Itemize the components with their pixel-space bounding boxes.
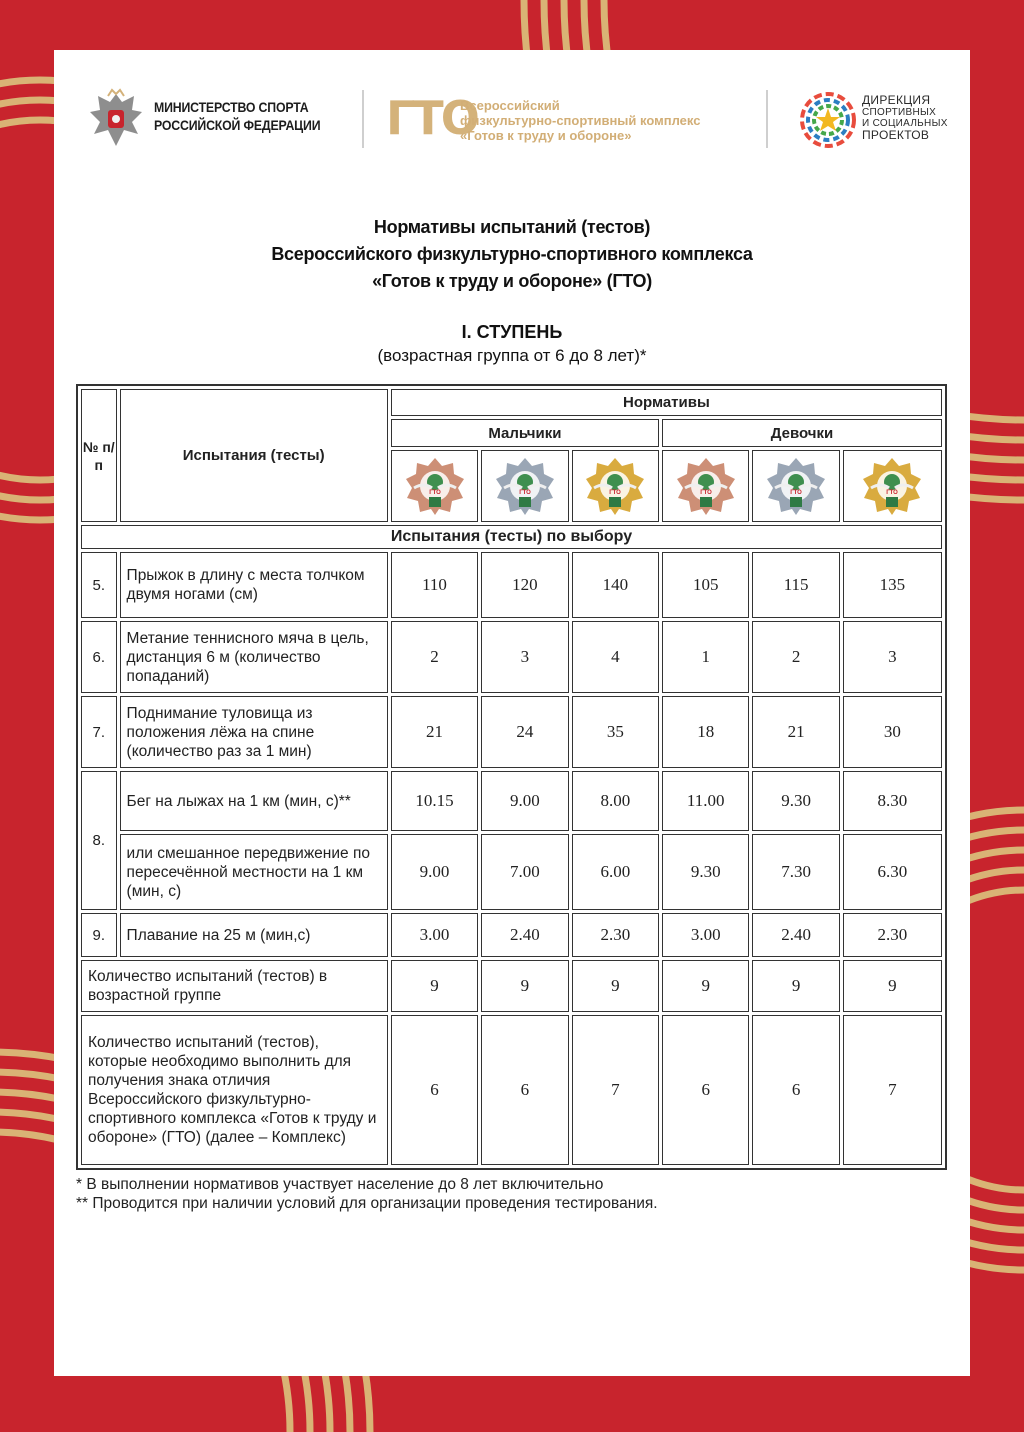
footnotes [76, 1175, 946, 1213]
ministry-line-2: РОССИЙСКОЙ ФЕДЕРАЦИИ [154, 117, 321, 133]
norm-value: 30 [843, 696, 942, 768]
medal-cell [662, 450, 749, 522]
summary-row [81, 960, 942, 1012]
medal-label: ГТО [790, 490, 802, 496]
norm-value: 21 [391, 696, 478, 768]
header-number: № п/п [81, 389, 117, 522]
gto-badge-icon [765, 455, 827, 517]
norm-value: 110 [391, 552, 478, 618]
norm-value: 24 [481, 696, 568, 768]
summary-value: 7 [843, 1015, 942, 1165]
medal-label: ГТО [428, 490, 441, 496]
header-girls: Девочки [662, 419, 942, 447]
table-row [81, 621, 942, 693]
norm-value: 7.00 [481, 834, 568, 910]
row-number: 5. [81, 552, 117, 618]
medal-label: ГТО [699, 490, 712, 496]
title-line-2: Всероссийского физкультурно-спортивного комплекса [271, 244, 753, 264]
norm-value: 2.40 [752, 913, 839, 957]
summary-value: 6 [391, 1015, 478, 1165]
summary-row [81, 1015, 942, 1165]
gto-logo-mark: ГТО [386, 91, 477, 145]
norm-value: 6.30 [843, 834, 942, 910]
document-title [54, 214, 970, 295]
gto-badge-icon [675, 455, 737, 517]
norms-table [76, 384, 947, 1170]
summary-label: Количество испытаний (тестов), которые необходимо выполнить для получения знака отличия Всероссийского физкультурно-спортивного комплекса «Готов к труду и обороне» (ГТО) (далее – Комплекс) [81, 1015, 388, 1165]
gto-logo-text [460, 98, 760, 143]
row-number: 7. [81, 696, 117, 768]
row-number: 8. [81, 771, 117, 910]
summary-value: 6 [662, 1015, 749, 1165]
direction-line-1: ДИРЕКЦИЯ [862, 93, 931, 107]
coat-of-arms-icon [88, 88, 144, 152]
norm-value: 3 [843, 621, 942, 693]
medal-cell [752, 450, 839, 522]
gto-badge-icon [494, 455, 556, 517]
test-name: Поднимание туловища из положения лёжа на спине (количество раз за 1 мин) [120, 696, 388, 768]
summary-label: Количество испытаний (тестов) в возрастной группе [81, 960, 388, 1012]
header-logos [54, 50, 970, 200]
table-row [81, 696, 942, 768]
table-row [81, 913, 942, 957]
norm-value: 6.00 [572, 834, 659, 910]
header-tests: Испытания (тесты) [120, 389, 388, 522]
section-title: Испытания (тесты) по выбору [81, 525, 942, 549]
test-name: Плавание на 25 м (мин,с) [120, 913, 388, 957]
footnote-1: * В выполнении нормативов участвует население до 8 лет включительно [76, 1176, 604, 1193]
norm-value: 35 [572, 696, 659, 768]
title-line-3: «Готов к труду и обороне» (ГТО) [372, 271, 652, 291]
norm-value: 3 [481, 621, 568, 693]
test-name: Прыжок в длину с места толчком двумя ногами (см) [120, 552, 388, 618]
medal-cell [843, 450, 942, 522]
medal-cell [481, 450, 568, 522]
summary-value: 9 [662, 960, 749, 1012]
footnote-2: ** Проводится при наличии условий для организации проведения тестирования. [76, 1195, 658, 1212]
norm-value: 4 [572, 621, 659, 693]
norm-value: 8.30 [843, 771, 942, 831]
gto-badge-icon [861, 455, 923, 517]
document-sheet [54, 50, 970, 1376]
direction-logo-text [862, 94, 952, 142]
norm-value: 120 [481, 552, 568, 618]
summary-value: 6 [481, 1015, 568, 1165]
medal-cell [572, 450, 659, 522]
test-name: Метание теннисного мяча в цель, дистанция 6 м (количество попаданий) [120, 621, 388, 693]
norm-value: 8.00 [572, 771, 659, 831]
ministry-name [154, 98, 330, 134]
norm-value: 2.30 [572, 913, 659, 957]
table-row [81, 552, 942, 618]
stage-name: I. СТУПЕНЬ [461, 322, 563, 342]
norm-value: 3.00 [391, 913, 478, 957]
ministry-line-1: МИНИСТЕРСТВО СПОРТА [154, 99, 309, 115]
norm-value: 1 [662, 621, 749, 693]
title-line-1: Нормативы испытаний (тестов) [373, 217, 651, 237]
gto-line-3: «Готов к труду и обороне» [460, 128, 632, 143]
norm-value: 9.30 [752, 771, 839, 831]
norm-value: 18 [662, 696, 749, 768]
summary-value: 9 [752, 960, 839, 1012]
medal-label: ГТО [886, 490, 899, 496]
direction-line-2: СПОРТИВНЫХ [862, 107, 937, 118]
norm-value: 2.30 [843, 913, 942, 957]
summary-value: 9 [391, 960, 478, 1012]
gto-badge-icon [584, 455, 646, 517]
norm-value: 2.40 [481, 913, 568, 957]
gto-line-2: физкультурно-спортивный комплекс [460, 113, 701, 128]
norm-value: 11.00 [662, 771, 749, 831]
row-number: 9. [81, 913, 117, 957]
summary-value: 6 [752, 1015, 839, 1165]
header-norms: Нормативы [391, 389, 942, 416]
norm-value: 135 [843, 552, 942, 618]
gto-line-1: Всероссийский [460, 98, 560, 113]
norm-value: 10.15 [391, 771, 478, 831]
test-name: Бег на лыжах на 1 км (мин, с)** [120, 771, 388, 831]
gto-badge-icon [404, 455, 466, 517]
norm-value: 105 [662, 552, 749, 618]
header-boys: Мальчики [391, 419, 659, 447]
medal-label: ГТО [519, 490, 531, 496]
medal-label: ГТО [609, 490, 622, 496]
norm-value: 9.00 [391, 834, 478, 910]
norm-value: 7.30 [752, 834, 839, 910]
stage-age-group: (возрастная группа от 6 до 8 лет)* [377, 346, 647, 365]
table-row [81, 771, 942, 831]
norm-value: 21 [752, 696, 839, 768]
direction-star-logo-icon [798, 90, 858, 150]
norm-value: 3.00 [662, 913, 749, 957]
stage-title [54, 320, 970, 368]
norm-value: 9.00 [481, 771, 568, 831]
norm-value: 140 [572, 552, 659, 618]
summary-value: 9 [481, 960, 568, 1012]
table-row [81, 834, 942, 910]
summary-value: 9 [843, 960, 942, 1012]
norm-value: 115 [752, 552, 839, 618]
norm-value: 2 [752, 621, 839, 693]
header-divider [362, 90, 364, 148]
row-number: 6. [81, 621, 117, 693]
direction-line-4: ПРОЕКТОВ [862, 128, 930, 142]
norm-value: 9.30 [662, 834, 749, 910]
norm-value: 2 [391, 621, 478, 693]
summary-value: 7 [572, 1015, 659, 1165]
direction-line-3: И СОЦИАЛЬНЫХ [862, 118, 948, 129]
medal-cell [391, 450, 478, 522]
header-divider [766, 90, 768, 148]
test-name: или смешанное передвижение по пересечённой местности на 1 км (мин, с) [120, 834, 388, 910]
summary-value: 9 [572, 960, 659, 1012]
